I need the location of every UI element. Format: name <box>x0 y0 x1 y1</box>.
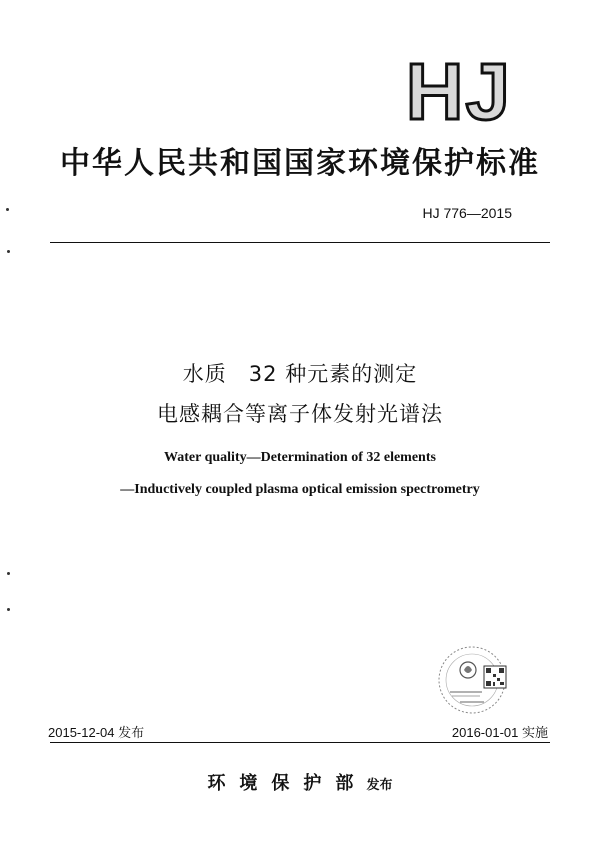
publisher-line <box>0 769 600 795</box>
standard-number: HJ 776—2015 <box>422 205 512 221</box>
english-title-line-2: —Inductively coupled plasma optical emission spectrometry <box>120 482 480 497</box>
bottom-divider <box>50 742 550 743</box>
publisher-suffix: 发布 <box>366 778 393 793</box>
effective-date: 2016-01-01 实施 <box>451 725 548 740</box>
scan-speck <box>6 208 9 211</box>
top-divider <box>50 242 550 243</box>
scan-speck <box>7 250 10 253</box>
english-title-line-1: Water quality—Determination of 32 elements <box>164 450 436 465</box>
scan-speck <box>7 572 10 575</box>
chinese-title-line-1: 水质 32 种元素的测定 <box>182 362 418 386</box>
anti-counterfeit-stamp <box>438 640 518 720</box>
chinese-title-line-2: 电感耦合等离子体发射光谱法 <box>157 402 443 426</box>
scan-speck <box>7 608 10 611</box>
standard-category-title: 中华人民共和国国家环境保护标准 <box>60 146 540 181</box>
issue-date: 2015-12-04 发布 <box>48 725 145 740</box>
hj-logo: HJ <box>405 47 512 136</box>
publisher-name: 环境保护部 <box>207 773 368 794</box>
